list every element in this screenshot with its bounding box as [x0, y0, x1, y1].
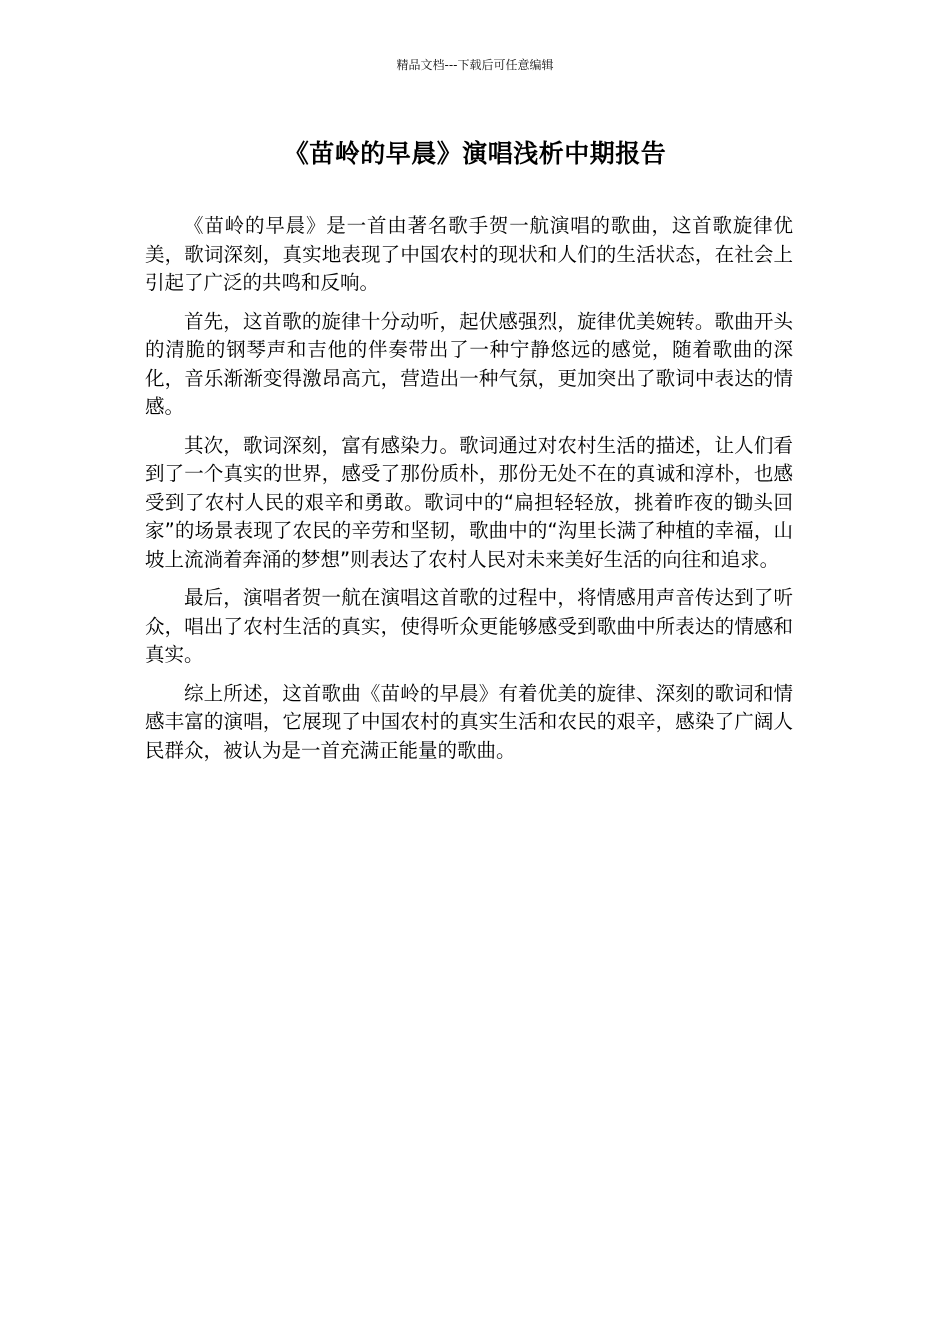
document-title: 《苗岭的早晨》演唱浅析中期报告 [283, 139, 667, 168]
document-body [145, 212, 793, 775]
paragraph-melody: 首先，这首歌的旋律十分动听，起伏感强烈，旋律优美婉转。歌曲开头的清脆的钢琴声和吉他的伴奏带出了一种宁静悠远的感觉，随着歌曲的深化，音乐渐渐变得激昂高亢，营造出一种气氛，更加突出了歌词中表达的情感。 [145, 309, 793, 418]
page-header: 精品文档---下载后可任意编辑 [396, 58, 554, 72]
paragraph-performance: 最后，演唱者贺一航在演唱这首歌的过程中，将情感用声音传达到了听众，唱出了农村生活的真实，使得听众更能够感受到歌曲中所表达的情感和真实。 [145, 586, 793, 666]
paragraph-intro: 《苗岭的早晨》是一首由著名歌手贺一航演唱的歌曲，这首歌旋律优美，歌词深刻，真实地表现了中国农村的现状和人们的生活状态，在社会上引起了广泛的共鸣和反响。 [145, 214, 793, 294]
paragraph-lyrics: 其次，歌词深刻，富有感染力。歌词通过对农村生活的描述，让人们看到了一个真实的世界，感受了那份质朴，那份无处不在的真诚和淳朴，也感受到了农村人民的艰辛和勇敢。歌词中的“扁担轻轻放，挑着昨夜的锄头回家”的场景表现了农民的辛劳和坚韧，歌曲中的“沟里长满了种植的幸福，山坡上流淌着奔涌的梦想”则表达了农村人民对未来美好生活的向往和追求。 [145, 433, 793, 571]
paragraph-conclusion: 综上所述，这首歌曲《苗岭的早晨》有着优美的旋律、深刻的歌词和情感丰富的演唱，它展现了中国农村的真实生活和农民的艰辛，感染了广阔人民群众，被认为是一首充满正能量的歌曲。 [145, 681, 793, 762]
